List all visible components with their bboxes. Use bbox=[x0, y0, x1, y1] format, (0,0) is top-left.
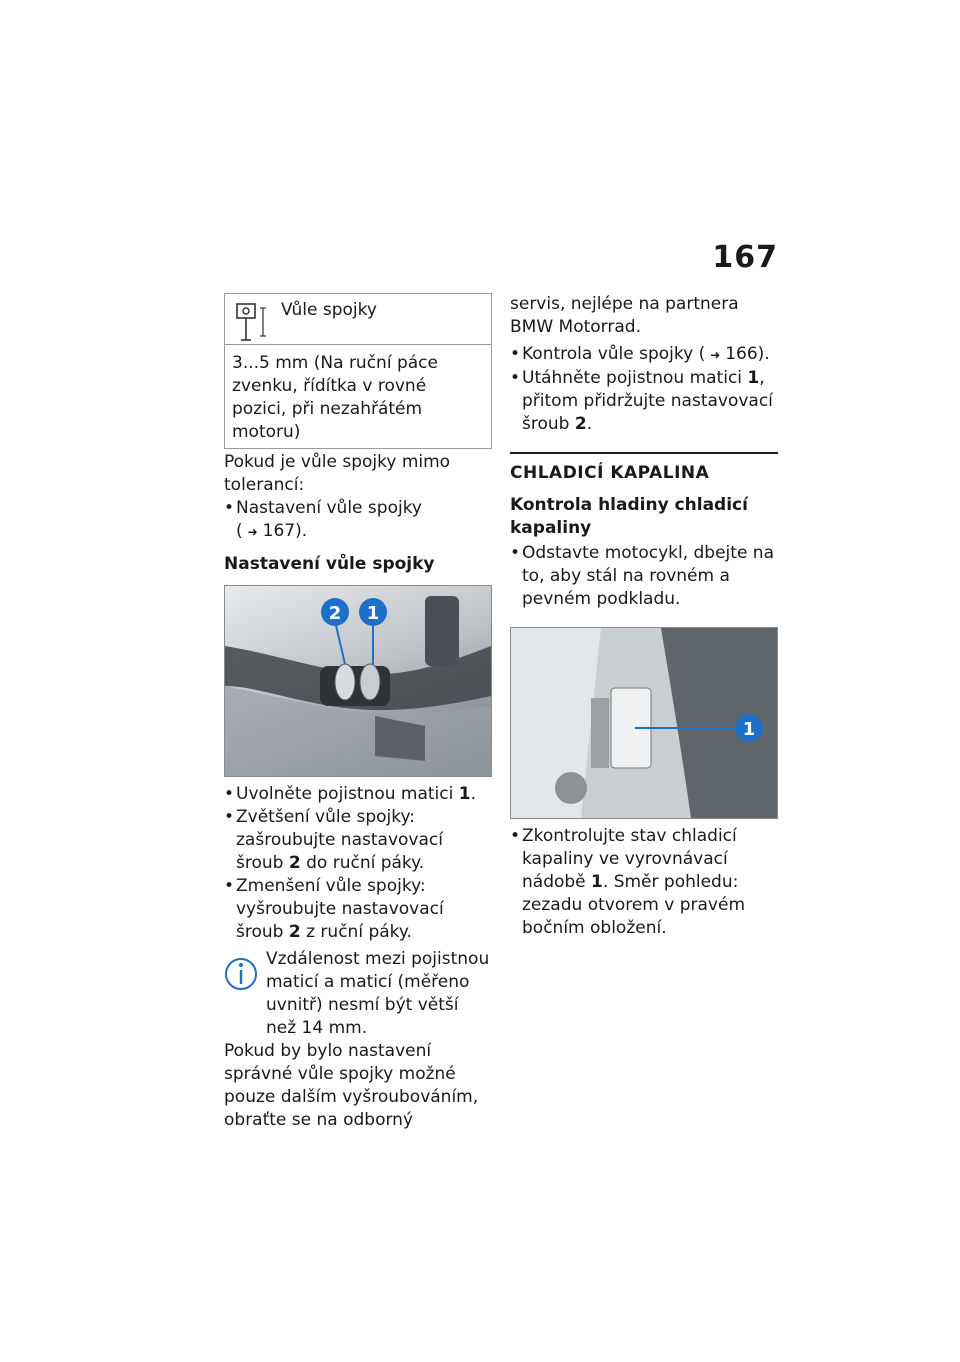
info-note bbox=[224, 948, 492, 1040]
list-item: • Zmenšení vůle spojky: vyšroubujte nastavovací šroub 2 z ruční páky. bbox=[224, 875, 492, 944]
page-reference[interactable]: ( ➜ 167). bbox=[236, 521, 307, 541]
bullet-adjust-text: Nastavení vůle spojky bbox=[236, 498, 422, 518]
spec-header bbox=[225, 294, 491, 345]
list-item: • Uvolněte pojistnou matici 1. bbox=[224, 783, 492, 806]
list-item: • Zkontrolujte stav chladicí kapaliny ve vyrovnávací nádobě 1. Směr pohledu: zezadu otvorem v pravém bočním obložení. bbox=[510, 825, 778, 940]
part-number: 2 bbox=[574, 414, 587, 434]
right-column bbox=[510, 293, 778, 940]
reference-arrow-icon: ➜ bbox=[710, 348, 721, 362]
clutch-play-icon bbox=[233, 300, 273, 346]
photo-marker-2: 2 bbox=[328, 603, 342, 624]
part-number: 1 bbox=[458, 784, 471, 804]
page-number: 167 bbox=[712, 240, 778, 275]
part-number: 2 bbox=[288, 922, 301, 942]
section-divider bbox=[510, 452, 778, 454]
list-item: • Kontrola vůle spojky ( ➜ 166). bbox=[510, 343, 778, 367]
photo-marker-1: 1 bbox=[366, 603, 380, 624]
spec-box bbox=[224, 293, 492, 449]
part-number: 1 bbox=[591, 872, 603, 892]
continuation-text: servis, nejlépe na partnera BMW Motorrad. bbox=[510, 294, 739, 337]
intro-text: Pokud je vůle spojky mimo tolerancí: bbox=[224, 452, 451, 495]
spec-value: 3...5 mm (Na ruční páce zvenku, řídítka v rovné pozici, při nezahřátém motoru) bbox=[232, 353, 438, 442]
photo-marker-1: 1 bbox=[742, 719, 756, 740]
left-column bbox=[224, 293, 492, 1132]
coolant-reservoir-photo bbox=[510, 627, 778, 819]
reference-arrow-icon: ➜ bbox=[247, 525, 258, 539]
list-item bbox=[224, 497, 492, 544]
sub-title: Kontrola hladiny chladicí kapaliny bbox=[510, 495, 748, 538]
part-number: 1 bbox=[747, 368, 760, 388]
list-item: • Zvětšení vůle spojky: zašroubujte nastavovací šroub 2 do ruční páky. bbox=[224, 806, 492, 875]
spec-title: Vůle spojky bbox=[281, 300, 377, 320]
note-text: Vzdálenost mezi pojistnou maticí a maticí (měřeno uvnitř) nesmí být větší než 14 mm. bbox=[266, 949, 490, 1038]
info-icon bbox=[224, 954, 258, 994]
clutch-lever-photo bbox=[224, 585, 492, 777]
section-heading: Nastavení vůle spojky bbox=[224, 554, 435, 574]
page-reference[interactable]: 166). bbox=[725, 344, 770, 364]
section-title: CHLADICÍ KAPALINA bbox=[510, 463, 710, 483]
closing-text: Pokud by bylo nastavení správné vůle spojky možné pouze dalším vyšroubováním, obraťte se na odborný bbox=[224, 1041, 479, 1130]
list-item: • Odstavte motocykl, dbejte na to, aby stál na rovném a pevném podkladu. bbox=[510, 542, 778, 611]
list-item: • Utáhněte pojistnou matici 1, přitom přidržujte nastavovací šroub 2. bbox=[510, 367, 778, 436]
part-number: 2 bbox=[288, 853, 301, 873]
